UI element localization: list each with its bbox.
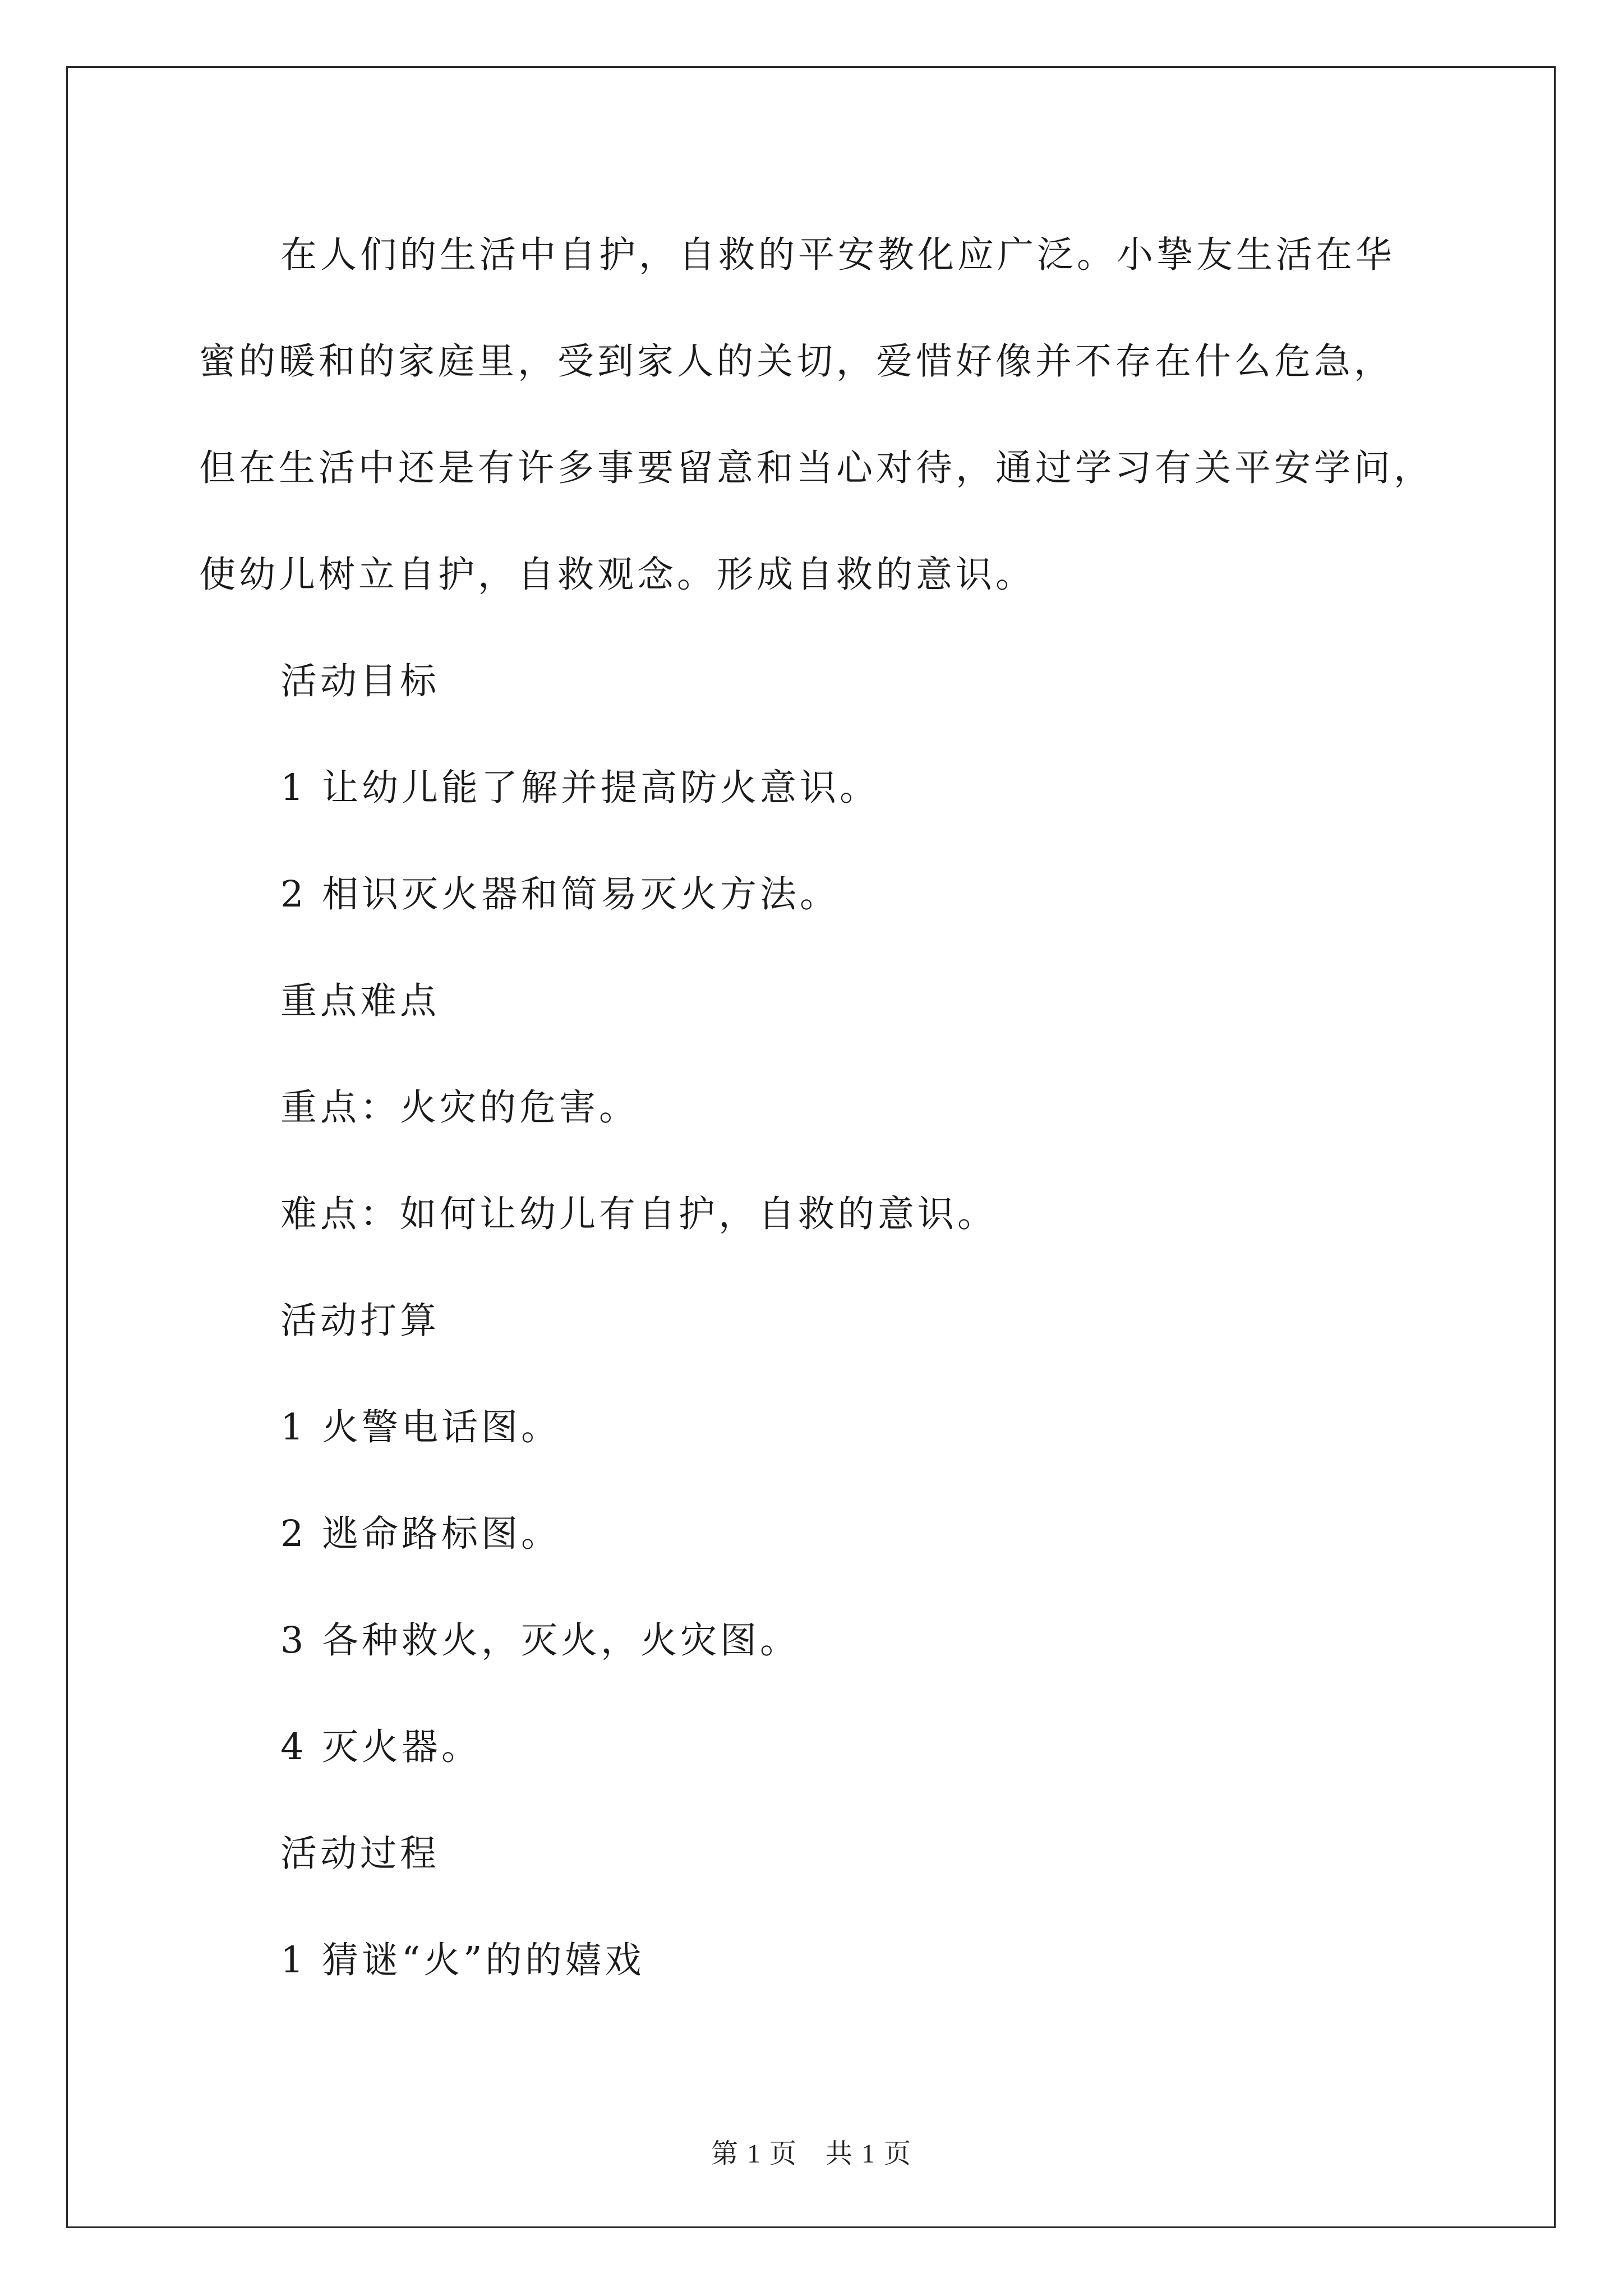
prep-item-4: 4 灭火器。 bbox=[280, 1726, 482, 1768]
page-footer: 第 1 页 共 1 页 bbox=[711, 2139, 912, 2169]
intro-line: 在人们的生活中自护，自救的平安教化应广泛。小挚友生活在华 bbox=[280, 234, 1396, 276]
intro-paragraph bbox=[199, 202, 1461, 628]
heading-key-points: 重点难点 bbox=[280, 980, 440, 1022]
prep-item-2: 2 逃命路标图。 bbox=[280, 1513, 561, 1555]
heading-activity-process: 活动过程 bbox=[280, 1833, 440, 1875]
process-item-1: 1 猜谜“火”的的嬉戏 bbox=[280, 1939, 645, 1981]
prep-item-1: 1 火警电话图。 bbox=[280, 1406, 561, 1448]
heading-activity-goals: 活动目标 bbox=[280, 660, 440, 702]
intro-line: 蜜的暖和的家庭里，受到家人的关切，爱惜好像并不存在什么危急， bbox=[199, 341, 1394, 383]
key-point: 重点：火灾的危害。 bbox=[280, 1087, 639, 1129]
intro-line: 但在生活中还是有许多事要留意和当心对待，通过学习有关平安学问， bbox=[199, 447, 1434, 489]
heading-activity-prep: 活动打算 bbox=[280, 1300, 440, 1342]
document-body bbox=[199, 202, 1461, 2014]
goal-item-2: 2 相识灭火器和简易灭火方法。 bbox=[280, 873, 840, 915]
intro-line: 使幼儿树立自护，自救观念。形成自救的意识。 bbox=[199, 554, 1036, 596]
difficult-point: 难点：如何让幼儿有自护，自救的意识。 bbox=[280, 1193, 998, 1235]
prep-item-3: 3 各种救火，灭火，火灾图。 bbox=[280, 1619, 800, 1662]
goal-item-1: 1 让幼儿能了解并提高防火意识。 bbox=[280, 767, 880, 809]
